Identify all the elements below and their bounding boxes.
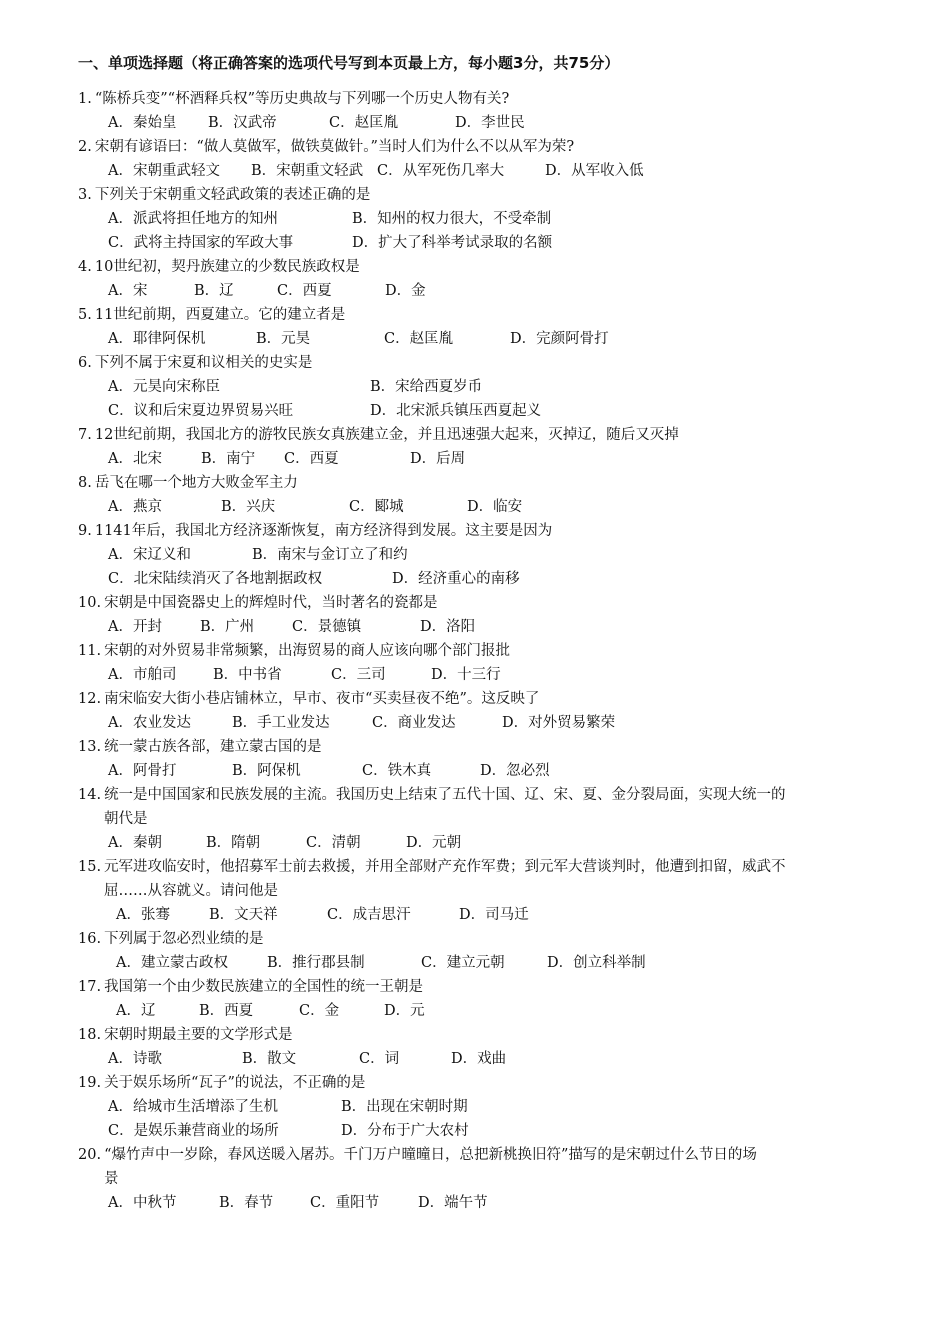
options-row xyxy=(78,999,878,1023)
question-19 xyxy=(78,1071,878,1143)
option-c[interactable]: C．北宋陆续消灭了各地割据政权 xyxy=(108,571,323,587)
option-b[interactable]: B．南宋与金订立了和约 xyxy=(252,547,408,563)
option-b[interactable]: B．春节 xyxy=(219,1195,274,1211)
option-b[interactable]: B．宋朝重文轻武 xyxy=(251,163,364,179)
question-stem: 10世纪初，契丹族建立的少数民族政权是 xyxy=(94,259,360,275)
question-stem: “爆竹声中一岁除，春风送暖入屠苏。千门万户曈曈日，总把新桃换旧符”描写的是宋朝过什么节日的场 xyxy=(104,1147,757,1163)
option-a[interactable]: A．宋 xyxy=(108,283,148,299)
question-4 xyxy=(78,255,878,303)
option-b[interactable]: B．兴庆 xyxy=(221,499,276,515)
question-stem: 11世纪前期，西夏建立。它的建立者是 xyxy=(94,307,346,323)
option-b[interactable]: B．西夏 xyxy=(199,1003,254,1019)
question-2 xyxy=(78,135,878,183)
exam-page xyxy=(78,52,878,1215)
option-a[interactable]: A．宋辽义和 xyxy=(108,547,191,563)
options-row xyxy=(78,327,878,351)
option-d[interactable]: D．对外贸易繁荣 xyxy=(502,715,616,731)
options-row xyxy=(78,207,878,231)
option-d[interactable]: D．临安 xyxy=(467,499,523,515)
option-a[interactable]: A．中秋节 xyxy=(108,1195,177,1211)
option-c[interactable]: C．金 xyxy=(299,1003,340,1019)
question-14 xyxy=(78,783,878,855)
option-d[interactable]: D．洛阳 xyxy=(420,619,476,635)
option-b[interactable]: B．中书省 xyxy=(213,667,282,683)
options-row xyxy=(78,111,878,135)
question-3 xyxy=(78,183,878,255)
option-b[interactable]: B．南宁 xyxy=(201,451,256,467)
options-row xyxy=(78,567,878,591)
option-d[interactable]: D．元 xyxy=(384,1003,425,1019)
question-stem: 宋朝是中国瓷器史上的辉煌时代，当时著名的瓷都是 xyxy=(104,595,438,611)
question-number: 19. xyxy=(78,1075,102,1091)
option-c[interactable]: C．铁木真 xyxy=(362,763,432,779)
option-c[interactable]: C．清朝 xyxy=(306,835,361,851)
option-b[interactable]: B．隋朝 xyxy=(206,835,261,851)
question-stem: 1141年后，我国北方经济逐渐恢复，南方经济得到发展。这主要是因为 xyxy=(94,523,553,539)
question-number: 16. xyxy=(78,931,102,947)
question-15 xyxy=(78,855,878,927)
option-c[interactable]: C．词 xyxy=(359,1051,400,1067)
option-b[interactable]: B．出现在宋朝时期 xyxy=(341,1099,468,1115)
question-7 xyxy=(78,423,878,471)
option-b[interactable]: B．宋给西夏岁币 xyxy=(370,379,483,395)
question-stem: 宋朝时期最主要的文学形式是 xyxy=(104,1027,293,1043)
question-number: 2. xyxy=(78,139,92,155)
section-title: 一、单项选择题（将正确答案的选项代号写到本页最上方，每小题3分，共75分） xyxy=(78,54,620,72)
options-row xyxy=(78,543,878,567)
options-row xyxy=(78,495,878,519)
option-a[interactable]: A．北宋 xyxy=(108,451,162,467)
option-b[interactable]: B．文天祥 xyxy=(209,907,278,923)
question-number: 8. xyxy=(78,475,92,491)
question-stem-continued: 景 xyxy=(104,1171,119,1187)
option-c[interactable]: C．商业发达 xyxy=(372,715,456,731)
question-stem: 12世纪前期，我国北方的游牧民族女真族建立金，并且迅速强大起来，灭掉辽，随后又灭掉 xyxy=(94,427,679,443)
question-17 xyxy=(78,975,878,1023)
option-a[interactable]: A．建立蒙古政权 xyxy=(116,955,228,971)
option-d[interactable]: D．扩大了科举考试录取的名额 xyxy=(352,235,553,251)
question-number: 14. xyxy=(78,787,102,803)
options-row xyxy=(78,279,878,303)
option-c[interactable]: C．议和后宋夏边界贸易兴旺 xyxy=(108,403,294,419)
option-d[interactable]: D．金 xyxy=(385,283,426,299)
question-number: 20. xyxy=(78,1147,102,1163)
option-a[interactable]: A．阿骨打 xyxy=(108,763,177,779)
option-b[interactable]: B．散文 xyxy=(242,1051,297,1067)
option-a[interactable]: A．耶律阿保机 xyxy=(108,331,206,347)
options-row xyxy=(78,375,878,399)
option-a[interactable]: A．给城市生活增添了生机 xyxy=(108,1099,278,1115)
option-b[interactable]: B．知州的权力很大，不受牵制 xyxy=(352,211,552,227)
option-c[interactable]: C．建立元朝 xyxy=(421,955,505,971)
option-c[interactable]: C．赵匡胤 xyxy=(329,115,399,131)
options-row xyxy=(78,615,878,639)
option-d[interactable]: D．完颜阿骨打 xyxy=(510,331,609,347)
option-c[interactable]: C．武将主持国家的军政大事 xyxy=(108,235,294,251)
option-c[interactable]: C．成吉思汗 xyxy=(327,907,411,923)
question-stem: 岳飞在哪一个地方大败金军主力 xyxy=(94,475,298,491)
question-number: 13. xyxy=(78,739,102,755)
question-number: 11. xyxy=(78,643,102,659)
option-d[interactable]: D．司马迁 xyxy=(459,907,529,923)
option-a[interactable]: A．市舶司 xyxy=(108,667,177,683)
option-c[interactable]: C．景德镇 xyxy=(292,619,362,635)
option-c[interactable]: C．三司 xyxy=(331,667,386,683)
question-stem: 下列属于忽必烈业绩的是 xyxy=(104,931,264,947)
option-a[interactable]: A．张骞 xyxy=(116,907,170,923)
option-d[interactable]: D．经济重心的南移 xyxy=(392,571,520,587)
option-b[interactable]: B．辽 xyxy=(194,283,234,299)
question-number: 6. xyxy=(78,355,92,371)
options-row xyxy=(78,951,878,975)
options-row xyxy=(78,231,878,255)
option-d[interactable]: D．分布于广大农村 xyxy=(341,1123,469,1139)
question-number: 17. xyxy=(78,979,102,995)
options-row xyxy=(78,831,878,855)
option-d[interactable]: D．创立科举制 xyxy=(547,955,646,971)
question-number: 5. xyxy=(78,307,92,323)
question-number: 1. xyxy=(78,91,92,107)
option-d[interactable]: D．端午节 xyxy=(418,1195,488,1211)
question-6 xyxy=(78,351,878,423)
option-d[interactable]: D．元朝 xyxy=(406,835,462,851)
question-number: 7. xyxy=(78,427,92,443)
question-11 xyxy=(78,639,878,687)
question-stem: 南宋临安大街小巷店铺林立，早市、夜市“买卖昼夜不绝”。这反映了 xyxy=(104,691,540,707)
question-10 xyxy=(78,591,878,639)
question-16 xyxy=(78,927,878,975)
option-a[interactable]: A．辽 xyxy=(116,1003,156,1019)
question-12 xyxy=(78,687,878,735)
option-a[interactable]: A．诗歌 xyxy=(108,1051,162,1067)
option-d[interactable]: D．李世民 xyxy=(455,115,525,131)
option-d[interactable]: D．忽必烈 xyxy=(480,763,550,779)
question-5 xyxy=(78,303,878,351)
options-row xyxy=(78,1191,878,1215)
options-row xyxy=(78,159,878,183)
option-c[interactable]: C．重阳节 xyxy=(310,1195,380,1211)
option-d[interactable]: D．十三行 xyxy=(431,667,501,683)
options-row xyxy=(78,711,878,735)
question-list xyxy=(78,87,878,1215)
options-row xyxy=(78,447,878,471)
question-1 xyxy=(78,87,878,135)
option-a[interactable]: A．开封 xyxy=(108,619,162,635)
question-9 xyxy=(78,519,878,591)
option-d[interactable]: D．戏曲 xyxy=(451,1051,507,1067)
option-b[interactable]: B．元昊 xyxy=(256,331,311,347)
question-20 xyxy=(78,1143,878,1215)
question-18 xyxy=(78,1023,878,1071)
options-row xyxy=(78,399,878,423)
question-number: 4. xyxy=(78,259,92,275)
option-a[interactable]: A．宋朝重武轻文 xyxy=(108,163,220,179)
option-a[interactable]: A．派武将担任地方的知州 xyxy=(108,211,278,227)
option-c[interactable]: C．是娱乐兼营商业的场所 xyxy=(108,1123,279,1139)
options-row xyxy=(78,1119,878,1143)
options-row xyxy=(78,1095,878,1119)
option-c[interactable]: C．从军死伤几率大 xyxy=(377,163,505,179)
question-stem: 下列不属于宋夏和议相关的史实是 xyxy=(94,355,313,371)
question-stem: 宋朝的对外贸易非常频繁，出海贸易的商人应该向哪个部门报批 xyxy=(104,643,511,659)
option-d[interactable]: D．北宋派兵镇压西夏起义 xyxy=(370,403,542,419)
option-b[interactable]: B．汉武帝 xyxy=(208,115,277,131)
option-b[interactable]: B．广州 xyxy=(200,619,255,635)
option-a[interactable]: A．秦始皇 xyxy=(108,115,177,131)
question-13 xyxy=(78,735,878,783)
option-a[interactable]: A．秦朝 xyxy=(108,835,162,851)
question-stem: 元军进攻临安时，他招募军士前去救援，并用全部财产充作军费；到元军大营谈判时，他遭到扣留，威武不 xyxy=(104,859,786,875)
question-stem: 下列关于宋朝重文轻武政策的表述正确的是 xyxy=(94,187,371,203)
option-c[interactable]: C．赵匡胤 xyxy=(384,331,454,347)
option-a[interactable]: A．农业发达 xyxy=(108,715,191,731)
question-stem: “陈桥兵变”“杯酒释兵权”等历史典故与下列哪一个历史人物有关? xyxy=(94,91,510,107)
option-c[interactable]: C．西夏 xyxy=(277,283,332,299)
question-stem: 统一蒙古族各部，建立蒙古国的是 xyxy=(104,739,322,755)
option-a[interactable]: A．元昊向宋称臣 xyxy=(108,379,220,395)
option-b[interactable]: B．推行郡县制 xyxy=(267,955,365,971)
option-c[interactable]: C．郾城 xyxy=(349,499,404,515)
option-d[interactable]: D．从军收入低 xyxy=(545,163,644,179)
option-d[interactable]: D．后周 xyxy=(410,451,466,467)
question-stem: 宋朝有谚语曰：“做人莫做军，做铁莫做针。”当时人们为什么不以从军为荣? xyxy=(94,139,575,155)
question-number: 12. xyxy=(78,691,102,707)
question-number: 18. xyxy=(78,1027,102,1043)
option-b[interactable]: B．手工业发达 xyxy=(232,715,330,731)
option-c[interactable]: C．西夏 xyxy=(284,451,339,467)
question-number: 10. xyxy=(78,595,102,611)
question-stem: 我国第一个由少数民族建立的全国性的统一王朝是 xyxy=(104,979,424,995)
question-number: 3. xyxy=(78,187,92,203)
question-stem-continued: 屈……从容就义。请问他是 xyxy=(104,883,278,899)
question-stem: 统一是中国国家和民族发展的主流。我国历史上结束了五代十国、辽、宋、夏、金分裂局面，实现大统一的 xyxy=(104,787,786,803)
question-number: 15. xyxy=(78,859,102,875)
question-number: 9. xyxy=(78,523,92,539)
question-stem: 关于娱乐场所“瓦子”的说法，不正确的是 xyxy=(104,1075,366,1091)
question-8 xyxy=(78,471,878,519)
option-b[interactable]: B．阿保机 xyxy=(232,763,301,779)
options-row xyxy=(78,663,878,687)
question-stem-continued: 朝代是 xyxy=(104,811,148,827)
option-a[interactable]: A．燕京 xyxy=(108,499,162,515)
options-row xyxy=(78,903,878,927)
options-row xyxy=(78,759,878,783)
options-row xyxy=(78,1047,878,1071)
